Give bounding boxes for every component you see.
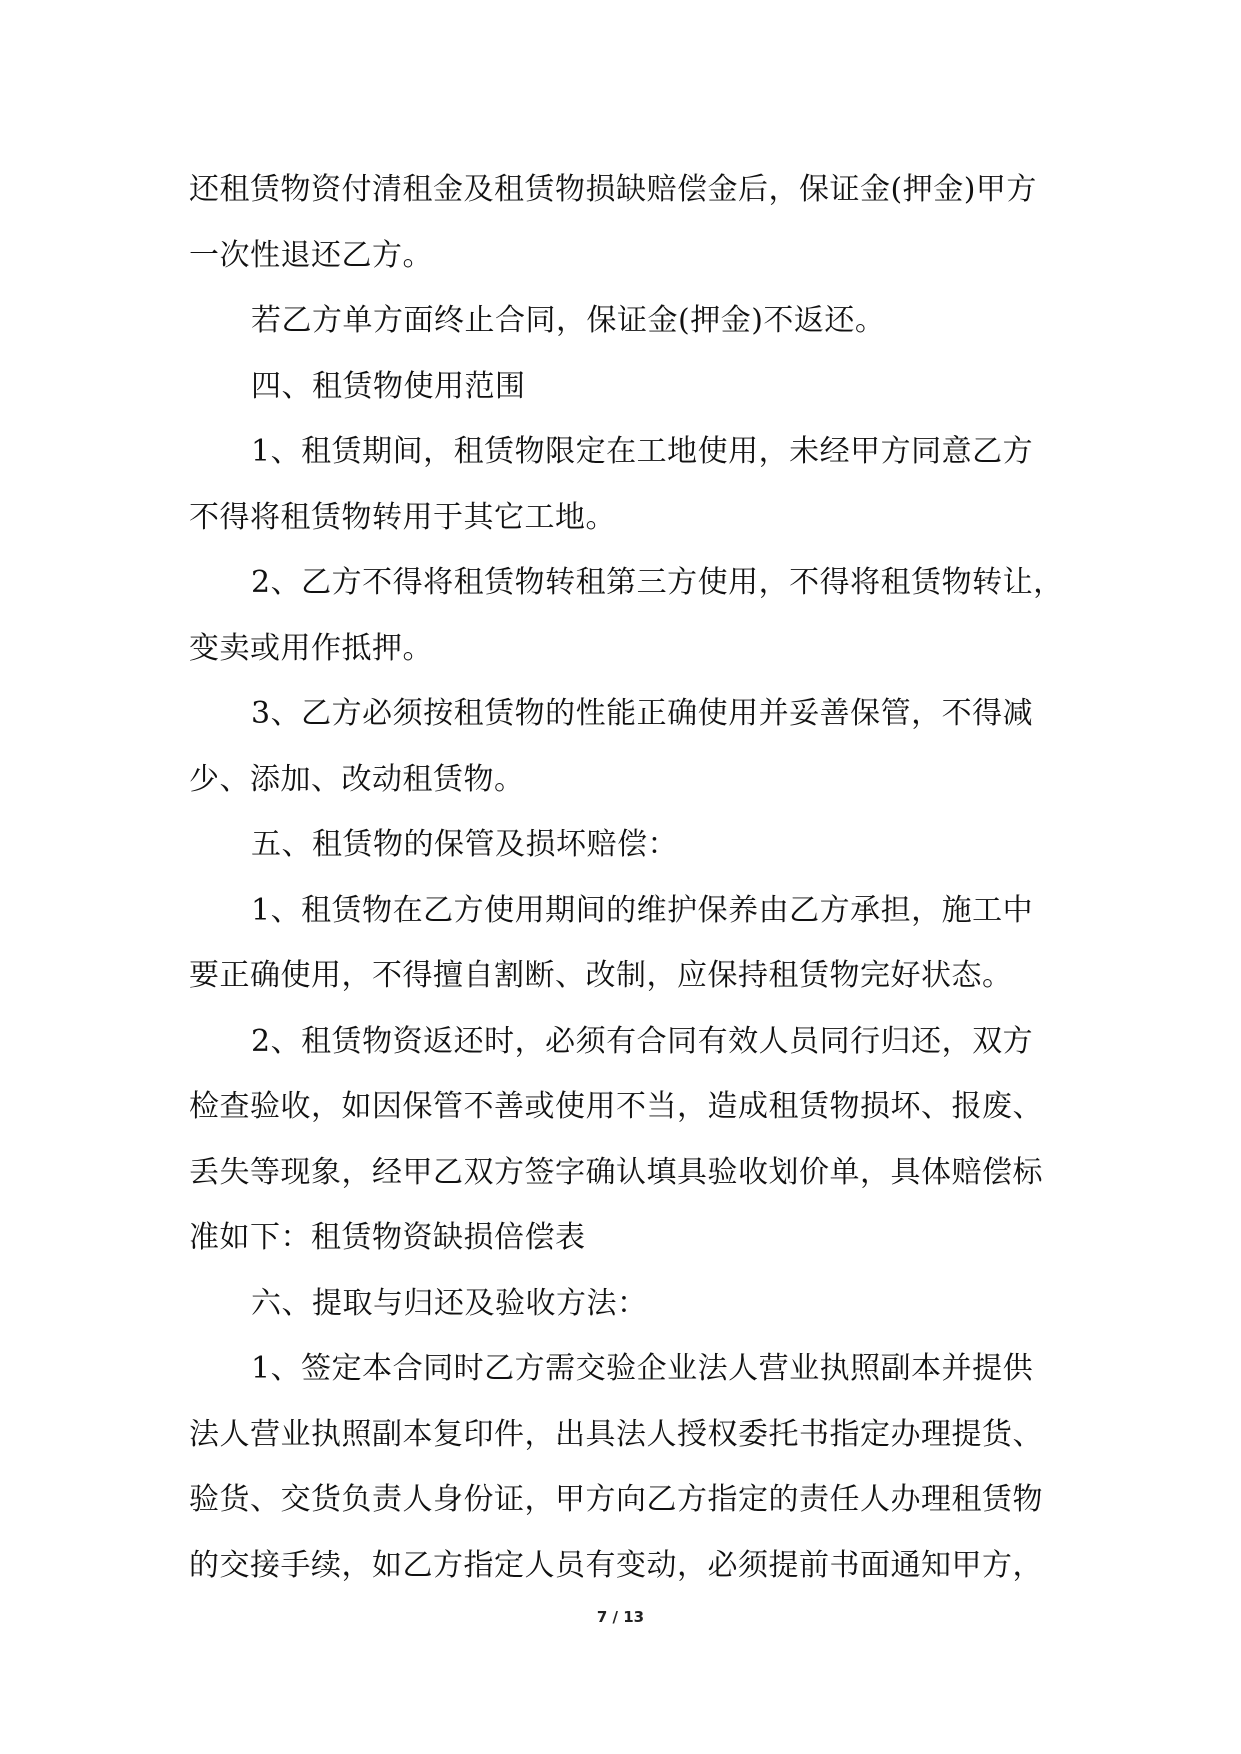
text-line: 准如下：租赁物资缺损倍偿表: [189, 1220, 586, 1255]
paragraph-line: 2、租赁物资返还时，必须有合同有效人员同行归还，双方: [251, 1023, 1034, 1059]
text-line: 法人营业执照副本复印件，出具法人授权委托书指定办理提货、: [189, 1416, 1043, 1452]
text-line: 变卖或用作抵押。: [189, 630, 433, 666]
paragraph-line: 3、乙方必须按租赁物的性能正确使用并妥善保管，不得减: [251, 696, 1034, 731]
text-line: 的交接手续，如乙方指定人员有变动，必须提前书面通知甲方，: [189, 1547, 1043, 1583]
section-heading: 四、租赁物使用范围: [251, 368, 526, 404]
section-heading: 六、提取与归还及验收方法：: [251, 1285, 648, 1321]
text-line: 检查验收，如因保管不善或使用不当，造成租赁物损坏、报废、: [189, 1089, 1043, 1124]
text-line: 丢失等现象，经甲乙双方签字确认填具验收划价单，具体赔偿标: [189, 1154, 1043, 1190]
text-line: 还租赁物资付清租金及租赁物损缺赔偿金后，保证金(押金)甲方: [189, 172, 1037, 207]
body-text: [189, 157, 1069, 1598]
text-line: 一次性退还乙方。: [189, 237, 433, 273]
text-line: 少、添加、改动租赁物。: [189, 761, 525, 797]
section-heading: 五、租赁物的保管及损坏赔偿：: [251, 827, 678, 862]
page-number: 7 / 13: [596, 1608, 645, 1626]
paragraph-line: 1、租赁期间，租赁物限定在工地使用，未经甲方同意乙方: [251, 434, 1034, 469]
paragraph-line: 1、租赁物在乙方使用期间的维护保养由乙方承担，施工中: [251, 892, 1034, 928]
paragraph-line: 2、乙方不得将租赁物转租第三方使用，不得将租赁物转让，: [251, 565, 1064, 600]
paragraph-line: 若乙方单方面终止合同，保证金(押金)不返还。: [251, 303, 886, 338]
text-line: 不得将租赁物转用于其它工地。: [189, 499, 616, 535]
text-line: 要正确使用，不得擅自割断、改制，应保持租赁物完好状态。: [189, 958, 1013, 993]
paragraph-line: 1、签定本合同时乙方需交验企业法人营业执照副本并提供: [251, 1351, 1034, 1386]
text-line: 验货、交货负责人身份证，甲方向乙方指定的责任人办理租赁物: [189, 1482, 1043, 1517]
